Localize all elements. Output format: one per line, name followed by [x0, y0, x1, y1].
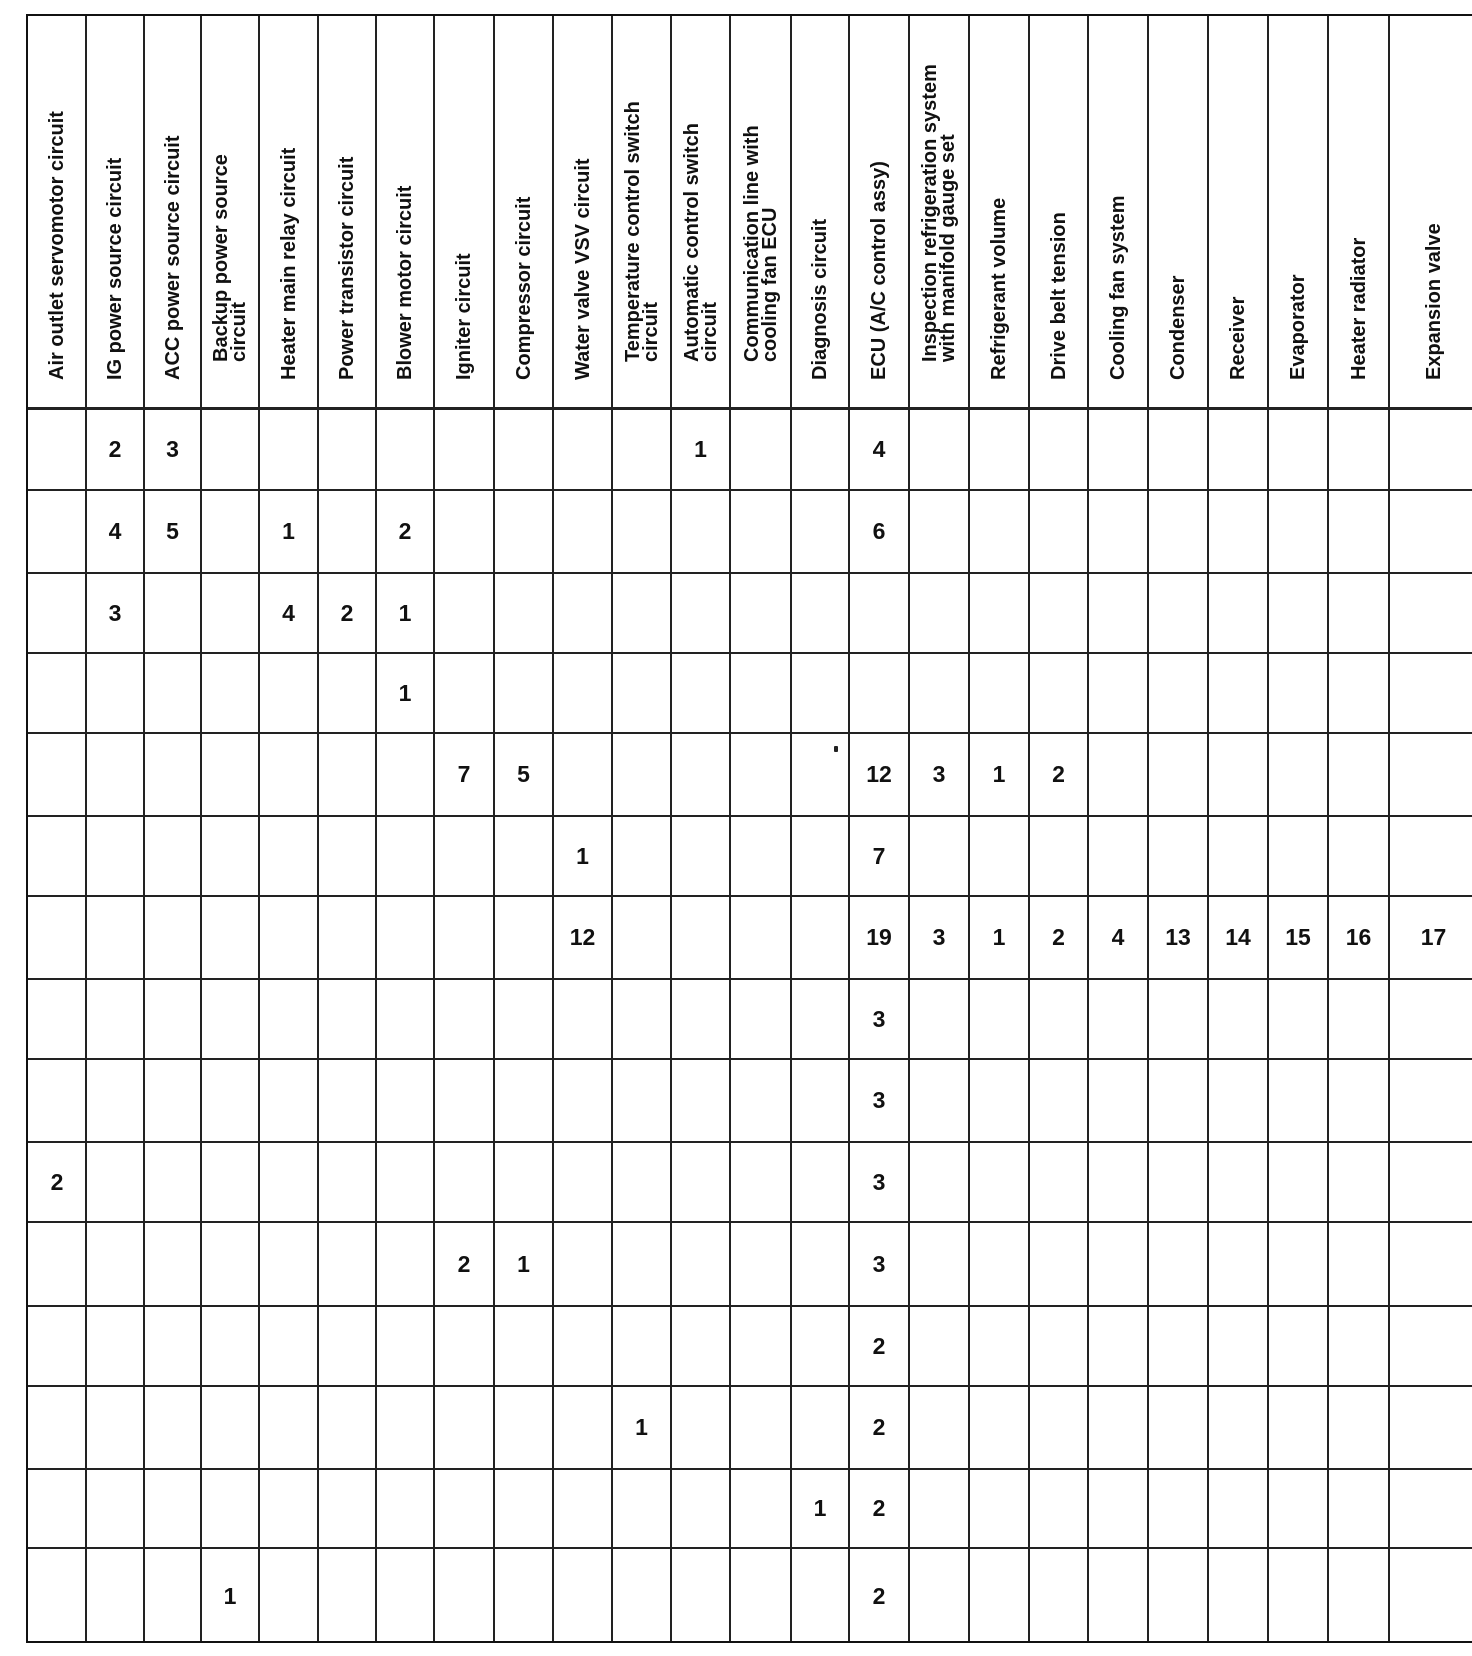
- table-cell: 5: [517, 761, 530, 787]
- table-cell: 1: [398, 599, 412, 626]
- column-header: [86, 16, 144, 408]
- column-header: [144, 16, 201, 408]
- column-header-label: Refrigerant volume: [988, 197, 1010, 380]
- table-cell: 17: [1420, 924, 1447, 950]
- column-header: [849, 16, 909, 408]
- column-header-label: Backup power source circuit: [210, 154, 250, 362]
- column-header-label: Temperature control switch circuit: [621, 101, 662, 362]
- table-cell: 1: [398, 679, 412, 706]
- table-cell: 1: [992, 761, 1006, 787]
- column-header-label: Condenser: [1167, 275, 1189, 380]
- table-cell: 2: [340, 599, 354, 626]
- column-header: [730, 16, 791, 408]
- table-cell: 1: [813, 1495, 827, 1521]
- table-cell: 2: [872, 1495, 886, 1521]
- column-header-label: Inspection refrigeration system with manifold gauge set: [919, 64, 959, 362]
- table-cell: 3: [108, 599, 122, 626]
- table-cell: 1: [517, 1250, 530, 1277]
- table-cell: 3: [872, 1087, 886, 1113]
- table-cell: 19: [866, 924, 892, 950]
- table-cell: 2: [872, 1583, 886, 1609]
- row-divider: [28, 1221, 1472, 1223]
- column-header-label: Cooling fan system: [1107, 195, 1129, 380]
- column-header: [1148, 16, 1208, 408]
- column-header-label: Evaporator: [1287, 274, 1309, 380]
- column-header-label: Automatic control switch circuit: [680, 123, 721, 362]
- table-cell: 2: [50, 1168, 64, 1195]
- column-header-label: Communication line with cooling fan ECU: [740, 125, 781, 362]
- column-header: [1268, 16, 1328, 408]
- column-header-label: Drive belt tension: [1047, 212, 1070, 380]
- table-cell: 2: [872, 1332, 886, 1359]
- column-header-label: Compressor circuit: [512, 196, 535, 380]
- table-cell: 4: [872, 435, 886, 462]
- table-cell: 6: [872, 518, 886, 544]
- column-header: [1208, 16, 1268, 408]
- table-cell: 1: [694, 435, 707, 462]
- column-header-label: IG power source circuit: [104, 157, 126, 380]
- table-cell: 15: [1285, 924, 1311, 950]
- column-header-label: Heater main relay circuit: [277, 147, 300, 380]
- table-cell: 16: [1345, 924, 1372, 950]
- column-header-label: Blower motor circuit: [394, 185, 416, 380]
- table-cell: 1: [635, 1414, 648, 1440]
- scan-speck: [834, 746, 838, 752]
- table-cell: 2: [398, 518, 412, 544]
- table-cell: 1: [992, 924, 1006, 950]
- column-header: [259, 16, 318, 408]
- table-cell: 14: [1225, 924, 1251, 950]
- column-header: [553, 16, 612, 408]
- column-header-label: Receiver: [1227, 296, 1249, 380]
- table-cell: 2: [872, 1414, 886, 1440]
- column-header-label: Heater radiator: [1347, 237, 1370, 380]
- row-divider: [28, 1305, 1472, 1307]
- column-header: [791, 16, 849, 408]
- row-divider: [28, 572, 1472, 574]
- table-cell: 3: [932, 924, 946, 950]
- column-header: [434, 16, 494, 408]
- table-cell: 13: [1165, 924, 1191, 950]
- column-header: [671, 16, 730, 408]
- column-header: [1029, 16, 1088, 408]
- table-cell: 4: [108, 518, 122, 544]
- column-header: [1389, 16, 1472, 408]
- column-header-label: Water valve VSV circuit: [571, 158, 594, 380]
- column-header: [612, 16, 671, 408]
- column-header-label: Power transistor circuit: [336, 156, 358, 380]
- column-header: [318, 16, 376, 408]
- column-header-label: Expansion valve: [1422, 223, 1445, 380]
- table-cell: 3: [872, 1168, 886, 1195]
- row-divider: [28, 1141, 1472, 1143]
- column-header: [1088, 16, 1148, 408]
- table-cell: 7: [872, 842, 886, 869]
- row-divider: [28, 652, 1472, 654]
- column-header: [1328, 16, 1389, 408]
- column-header: [201, 16, 259, 408]
- column-header: [28, 16, 86, 408]
- row-divider: [28, 1058, 1472, 1060]
- column-header-label: ACC power source circuit: [161, 135, 184, 380]
- row-divider: [28, 732, 1472, 734]
- column-header-label: ECU (A/C control assy): [868, 161, 890, 380]
- table-cell: 3: [872, 1250, 886, 1277]
- column-header-label: Diagnosis circuit: [809, 218, 831, 380]
- table-cell: 3: [872, 1005, 886, 1032]
- column-header: [376, 16, 434, 408]
- row-divider: [28, 489, 1472, 491]
- table-cell: 2: [108, 435, 122, 462]
- row-divider: [28, 1385, 1472, 1387]
- column-header-label: Air outlet servomotor circuit: [46, 111, 68, 380]
- table-cell: 4: [1111, 924, 1125, 950]
- table-cell: 1: [282, 518, 295, 544]
- column-header: [969, 16, 1029, 408]
- table-cell: 2: [1052, 924, 1065, 950]
- column-header: [494, 16, 553, 408]
- inspection-matrix-table: [26, 14, 1472, 1643]
- row-divider: [28, 1468, 1472, 1470]
- table-cell: 12: [866, 761, 892, 787]
- column-header-label: Igniter circuit: [453, 253, 475, 380]
- table-cell: 1: [223, 1583, 237, 1609]
- table-cell: 12: [569, 924, 596, 950]
- row-divider: [28, 815, 1472, 817]
- table-cell: 3: [166, 435, 179, 462]
- table-cell: 1: [576, 842, 589, 869]
- table-cell: 5: [166, 518, 179, 544]
- table-cell: 7: [457, 761, 471, 787]
- table-cell: 2: [457, 1250, 471, 1277]
- table-cell: 2: [1052, 761, 1065, 787]
- table-cell: 3: [932, 761, 946, 787]
- column-header: [909, 16, 969, 408]
- table-cell: 4: [282, 599, 295, 626]
